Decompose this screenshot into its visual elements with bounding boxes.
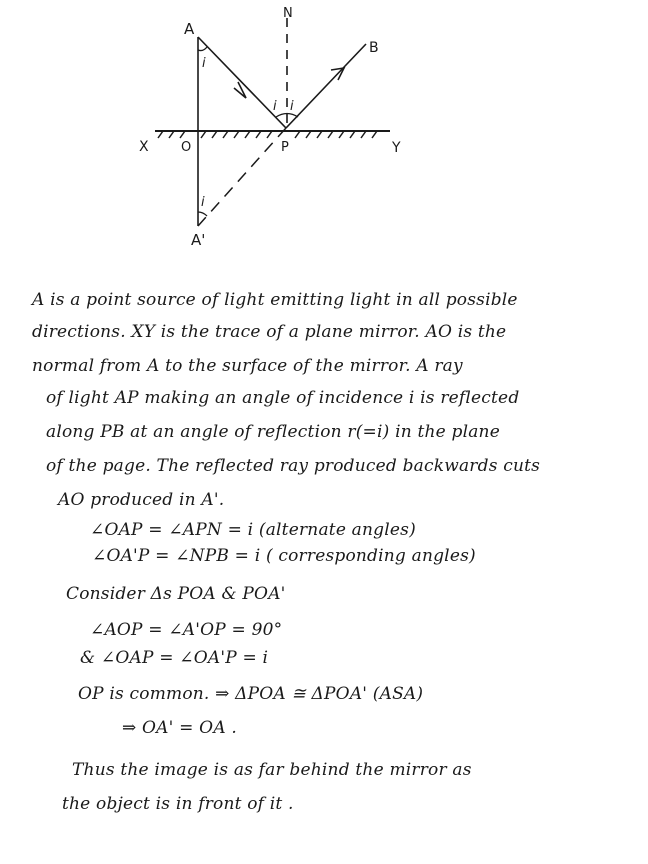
label-i-left: i xyxy=(273,99,277,114)
virtual-ray-PA-prime xyxy=(198,128,286,226)
text-line-12: & ∠OAP = ∠OA'P = i xyxy=(80,648,269,668)
label-i-at-A: i xyxy=(202,56,206,71)
label-Y: Y xyxy=(392,140,401,156)
text-line-14: ⇒ OA' = OA . xyxy=(122,718,238,738)
mirror-hatching xyxy=(158,131,377,138)
angle-arc-at-A xyxy=(198,47,207,51)
text-line-3: normal from A to the surface of the mirror. A ray xyxy=(32,356,463,376)
text-line-11: ∠AOP = ∠A'OP = 90° xyxy=(90,620,283,640)
reflection-diagram xyxy=(0,0,648,260)
text-line-9: ∠OA'P = ∠NPB = i ( corresponding angles) xyxy=(92,546,476,566)
text-line-8: ∠OAP = ∠APN = i (alternate angles) xyxy=(90,520,416,540)
label-P: P xyxy=(281,140,289,155)
text-line-4: of light AP making an angle of incidence i is reflected xyxy=(46,388,520,408)
incident-ray-AP xyxy=(198,37,286,128)
angle-arc-at-A-prime xyxy=(198,212,207,216)
label-i-right: i xyxy=(290,99,294,114)
reflected-ray-PB xyxy=(286,44,366,128)
label-B: B xyxy=(369,40,379,56)
text-line-13: OP is common. ⇒ ΔPOA ≅ ΔPOA' (ASA) xyxy=(78,684,424,704)
label-A-prime: A' xyxy=(191,231,206,249)
text-line-16: the object is in front of it . xyxy=(62,794,294,814)
text-line-7: AO produced in A'. xyxy=(58,490,225,510)
text-line-2: directions. XY is the trace of a plane mirror. AO is the xyxy=(32,322,507,342)
label-i-at-A-prime: i xyxy=(201,195,205,210)
text-line-1: A is a point source of light emitting light in all possible xyxy=(32,290,518,310)
label-N: N xyxy=(283,6,293,21)
label-A: A xyxy=(184,20,195,38)
text-line-10: Consider Δs POA & POA' xyxy=(66,584,286,604)
label-X: X xyxy=(139,139,149,155)
label-O: O xyxy=(181,140,192,155)
text-line-5: along PB at an angle of reflection r(=i) in the plane xyxy=(46,422,500,442)
text-line-15: Thus the image is as far behind the mirror as xyxy=(72,760,472,780)
text-line-6: of the page. The reflected ray produced backwards cuts xyxy=(46,456,541,476)
